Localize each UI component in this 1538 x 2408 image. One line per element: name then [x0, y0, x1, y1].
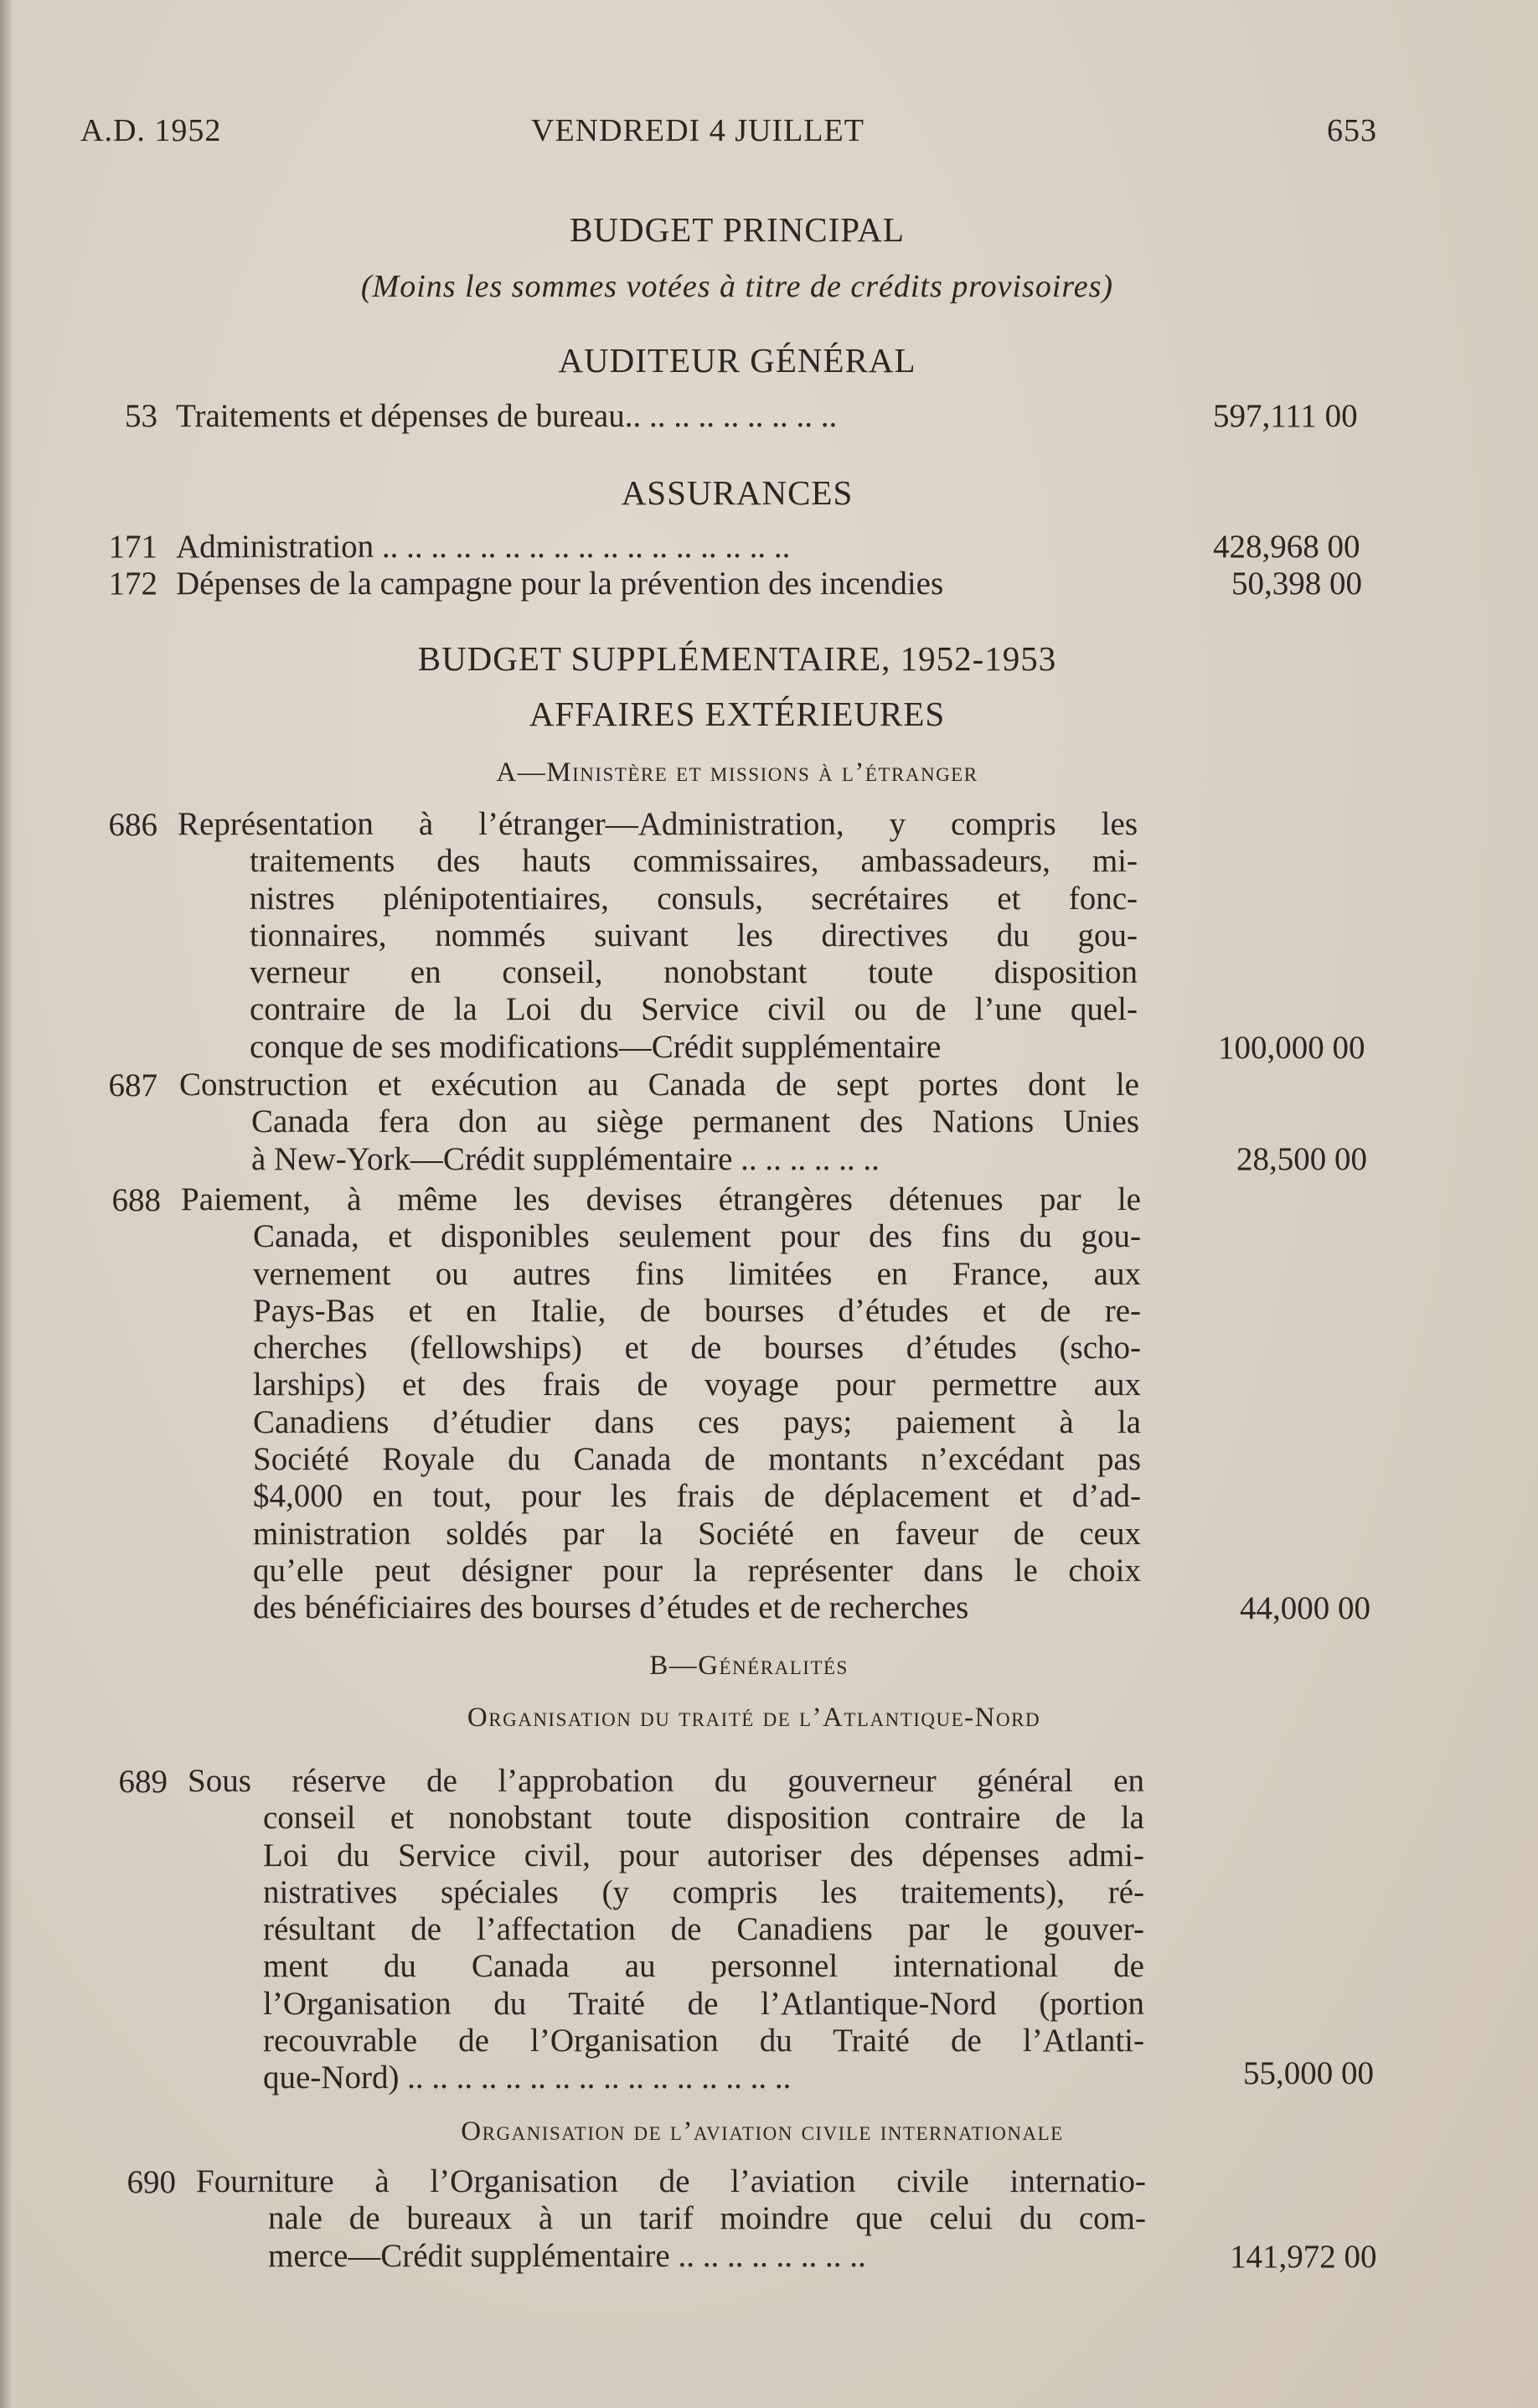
item-688-text — [181, 1181, 1141, 1627]
text-line: nistres plénipotentiaires, consuls, secrétaires et fonc- — [250, 880, 1138, 917]
item-689-amount: 55,000 00 — [1243, 2055, 1374, 2091]
text-line: larships) et des frais de voyage pour permettre aux — [253, 1367, 1141, 1403]
item-686-number: 686 — [108, 807, 157, 843]
item-172 — [0, 565, 1538, 603]
item-number: 172 — [108, 566, 157, 602]
text-line: merce—Crédit supplémentaire .. .. .. .. .. .. .. .. — [268, 2237, 866, 2274]
sub-heading-b: B—Généralités — [649, 1651, 849, 1681]
text-line: que-Nord) .. .. .. .. .. .. .. .. .. .. .. .. .. .. .. .. — [263, 2059, 792, 2096]
assurances-heading: ASSURANCES — [621, 473, 854, 512]
item-amount: 597,111 00 — [1213, 398, 1358, 434]
item-690-amount: 141,972 00 — [1230, 2239, 1377, 2275]
item-688-number: 688 — [111, 1182, 161, 1218]
text-line: Sous réserve de l’approbation du gouverneur général en — [188, 1763, 1144, 1799]
item-687-number: 687 — [108, 1067, 157, 1103]
item-687-amount: 28,500 00 — [1236, 1141, 1367, 1177]
item-number: 53 — [125, 398, 157, 434]
item-53 — [0, 397, 1538, 436]
text-line: Construction et exécution au Canada de sept portes dont le — [179, 1067, 1139, 1103]
text-line: Société Royale du Canada de montants n’excédant pas — [253, 1441, 1141, 1478]
item-label: Administration .. .. .. .. .. .. .. .. .. .. .. .. .. .. .. .. .. — [176, 529, 791, 565]
text-line: $4,000 en tout, pour les frais de déplacement et d’ad- — [253, 1478, 1141, 1515]
text-line: résultant de l’affectation de Canadiens par le gouver- — [263, 1911, 1144, 1948]
item-amount: 428,968 00 — [1213, 529, 1360, 565]
text-line: traitements des hauts commissaires, ambassadeurs, mi- — [250, 843, 1138, 880]
text-line: Fourniture à l’Organisation de l’aviation civile internatio- — [196, 2163, 1146, 2199]
text-line: cherches (fellowships) et de bourses d’études (scho- — [253, 1330, 1141, 1367]
text-line: qu’elle peut désigner pour la représenter dans le choix — [253, 1552, 1141, 1589]
text-line: Canadiens d’étudier dans ces pays; paiement à la — [253, 1403, 1141, 1440]
otan-heading: Organisation du traité de l’Atlantique-Nord — [467, 1703, 1041, 1733]
text-line: à New-York—Crédit supplémentaire .. .. .. .. .. .. — [251, 1140, 880, 1177]
text-line: tionnaires, nommés suivant les directives du gou- — [250, 917, 1138, 953]
affaires-exterieures-heading: AFFAIRES EXTÉRIEURES — [529, 695, 946, 733]
text-line: Paiement, à même les devises étrangères détenues par le — [181, 1181, 1141, 1217]
item-686-amount: 100,000 00 — [1218, 1030, 1365, 1066]
item-688-amount: 44,000 00 — [1240, 1590, 1370, 1626]
item-689-number: 689 — [118, 1764, 168, 1800]
item-number: 171 — [108, 529, 157, 565]
text-line: contraire de la Loi du Service civil ou de l’une quel- — [250, 991, 1138, 1028]
text-line: ministration soldés par la Société en faveur de ceux — [253, 1515, 1141, 1552]
text-line: conseil et nonobstant toute disposition contraire de la — [263, 1800, 1144, 1837]
text-line: l’Organisation du Traité de l’Atlantique-Nord (portion — [263, 1985, 1144, 2022]
text-line: Pays-Bas et en Italie, de bourses d’études et de re- — [253, 1292, 1141, 1329]
auditeur-heading: AUDITEUR GÉNÉRAL — [558, 341, 916, 380]
text-line: Canada fera don au siège permanent des Nations Unies — [251, 1103, 1139, 1140]
item-686-text — [178, 806, 1138, 1066]
text-line: recouvrable de l’Organisation du Traité de l’Atlanti- — [263, 2023, 1144, 2059]
text-line: vernement ou autres fins limitées en France, aux — [253, 1255, 1141, 1292]
item-label: Traitements et dépenses de bureau.. .. .. .. .. .. .. .. .. — [176, 398, 838, 434]
sub-heading-a: A—Ministère et missions à l’étranger — [496, 757, 978, 788]
item-689-text — [188, 1763, 1144, 2097]
text-line: conque de ses modifications—Crédit supplémentaire — [250, 1028, 942, 1065]
text-line: nale de bureaux à un tarif moindre que celui du com- — [268, 2200, 1146, 2237]
item-171 — [0, 528, 1538, 566]
item-amount: 50,398 00 — [1231, 566, 1362, 602]
text-line: Loi du Service civil, pour autoriser des dépenses admi- — [263, 1837, 1144, 1873]
budget-supplementaire-title: BUDGET SUPPLÉMENTAIRE, 1952-1953 — [417, 639, 1057, 678]
text-line: Canada, et disponibles seulement pour des fins du gou- — [253, 1218, 1141, 1255]
header-date: VENDREDI 4 JUILLET — [531, 113, 864, 148]
text-line: des bénéficiaires des bourses d’études et de recherches — [253, 1589, 969, 1626]
text-line: ment du Canada au personnel international de — [263, 1948, 1144, 1985]
budget-principal-title: BUDGET PRINCIPAL — [570, 210, 905, 249]
header-page-number: 653 — [1327, 113, 1377, 148]
budget-principal-subtitle: (Moins les sommes votées à titre de crédits provisoires) — [360, 269, 1114, 304]
text-line: verneur en conseil, nonobstant toute disposition — [250, 954, 1138, 991]
text-line: Représentation à l’étranger—Administration, y compris les — [178, 806, 1138, 842]
item-690-number: 690 — [126, 2164, 176, 2200]
text-line: nistratives spéciales (y compris les traitements), ré- — [263, 1873, 1144, 1910]
oaci-heading: Organisation de l’aviation civile internationale — [461, 2116, 1064, 2147]
item-687-text — [179, 1067, 1139, 1178]
item-690-text — [196, 2163, 1146, 2275]
item-label: Dépenses de la campagne pour la prévention des incendies — [176, 566, 944, 602]
header-year: A.D. 1952 — [80, 113, 222, 148]
